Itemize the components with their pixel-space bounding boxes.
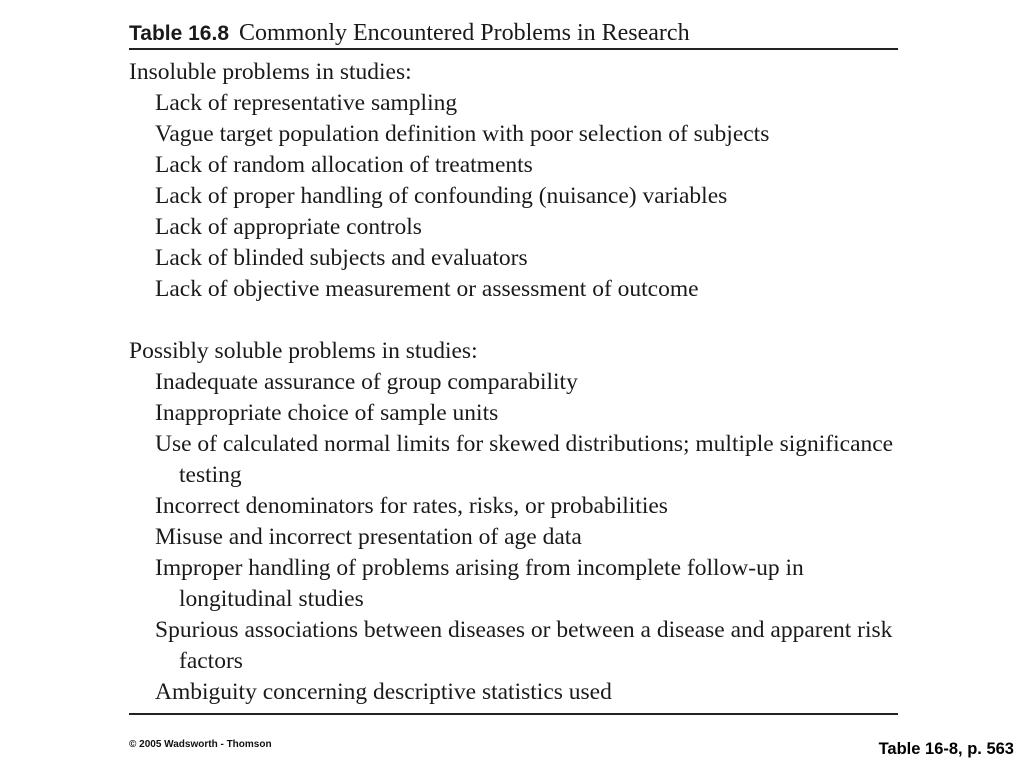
section-heading: Insoluble problems in studies: [129,59,412,85]
list-item: Inappropriate choice of sample units [155,400,499,426]
list-item: Lack of random allocation of treatments [155,152,533,178]
list-item: Lack of proper handling of confounding (nuisance) variables [155,183,728,209]
table-number: Table 16.8 [129,22,229,45]
list-item: Vague target population definition with poor selection of subjects [155,121,770,147]
list-item: Lack of objective measurement or assessment of outcome [155,276,699,302]
list-item: Use of calculated normal limits for skewed distributions; multiple significance testing [155,431,894,488]
section-insoluble-problems [129,57,898,305]
list-item: Lack of representative sampling [155,90,458,116]
section-possibly-soluble-problems [129,336,898,708]
table-title [129,18,898,50]
list-item: Misuse and incorrect presentation of age data [155,524,582,550]
section-spacer [129,305,898,336]
list-item: Ambiguity concerning descriptive statistics used [155,679,612,705]
section-heading: Possibly soluble problems in studies: [129,338,478,364]
list-item: Lack of appropriate controls [155,214,422,240]
page-reference: Table 16-8, p. 563 [878,740,1014,758]
table-bottom-rule [129,713,898,715]
research-problems-table [129,18,898,715]
list-item: Inadequate assurance of group comparability [155,369,578,395]
list-item: Improper handling of problems arising from incomplete follow-up in longitudinal studies [155,555,804,612]
list-item: Lack of blinded subjects and evaluators [155,245,528,271]
list-item: Spurious associations between diseases or between a disease and apparent risk factors [155,617,893,674]
list-item: Incorrect denominators for rates, risks, or probabilities [155,493,668,519]
table-body [129,50,898,708]
copyright-notice: © 2005 Wadsworth - Thomson [129,739,272,750]
table-caption: Commonly Encountered Problems in Research [239,20,690,46]
